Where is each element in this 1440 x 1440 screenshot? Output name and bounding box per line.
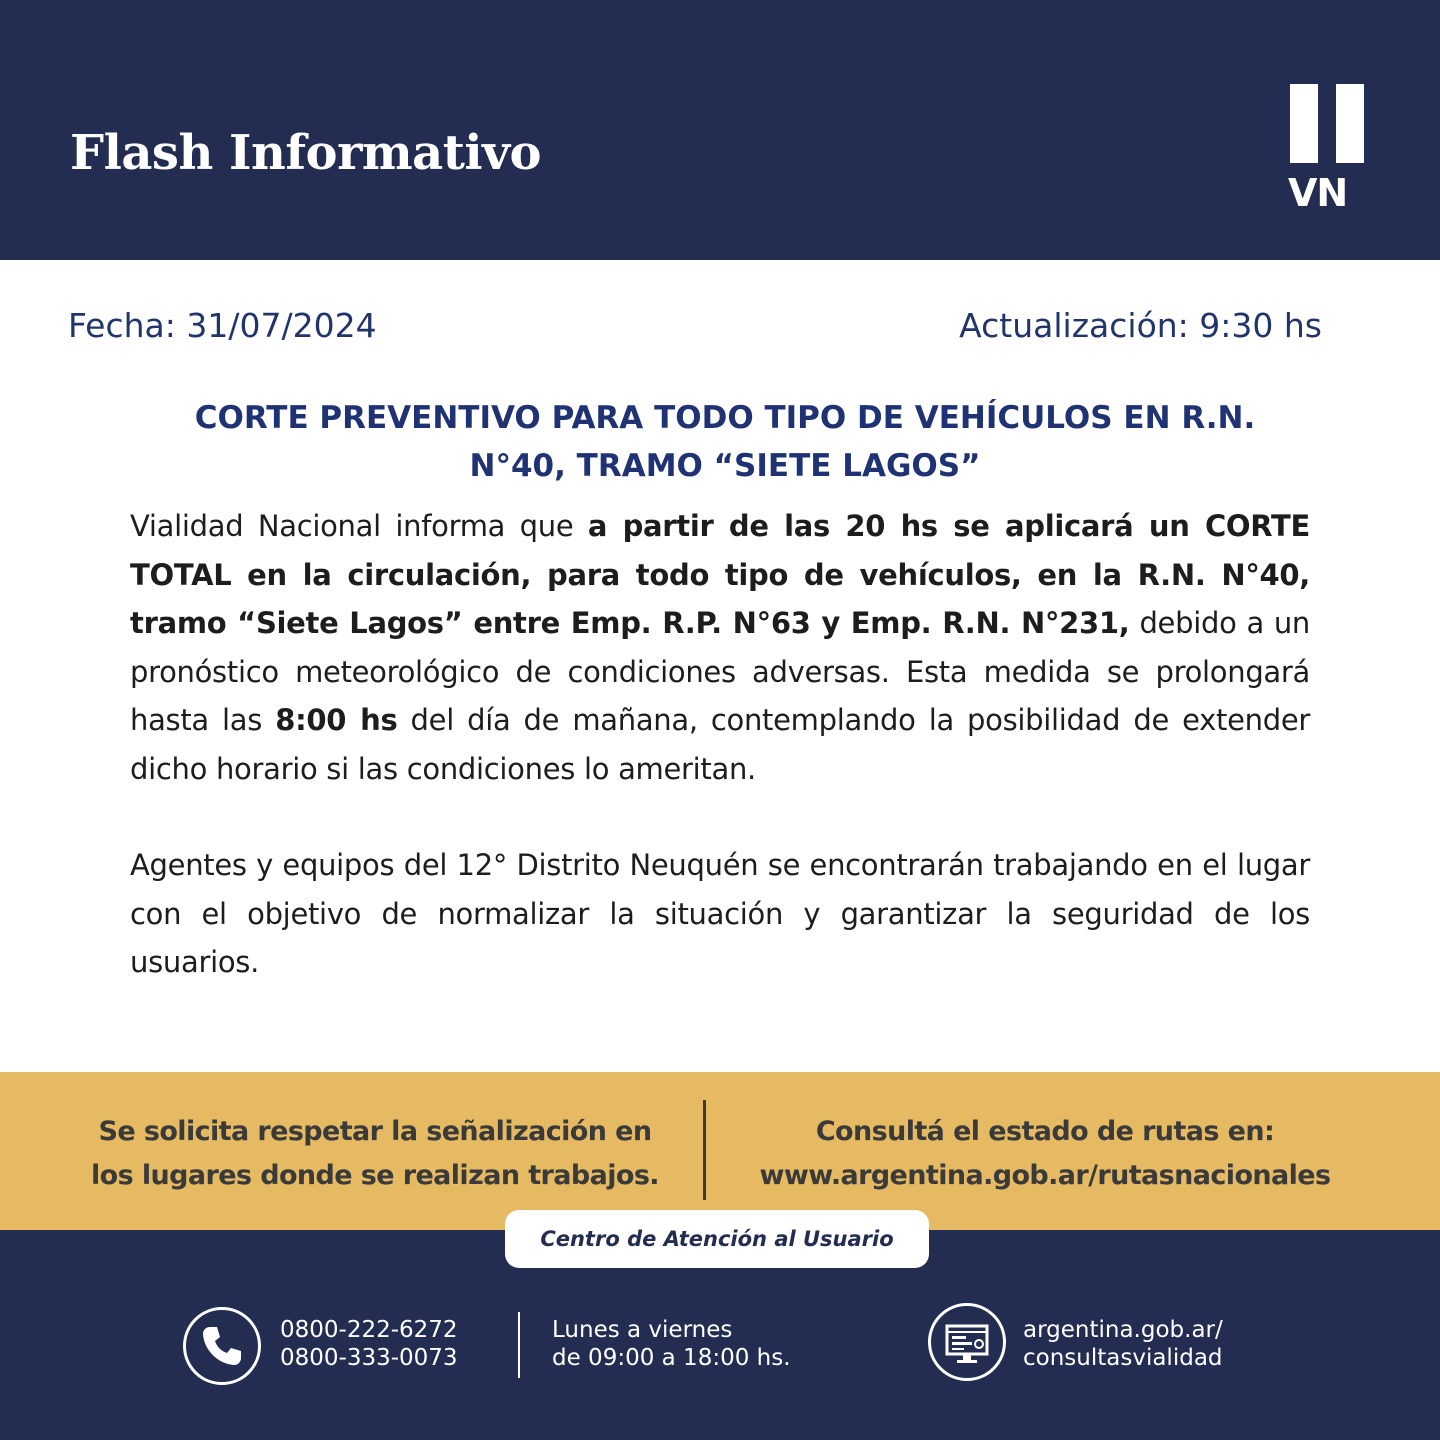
- site-line-2: consultasvialidad: [1023, 1345, 1223, 1371]
- article-body: [130, 502, 1310, 987]
- logo-bar-left: [1290, 84, 1318, 163]
- notice-band: [0, 1072, 1440, 1230]
- customer-service-pill: Centro de Atención al Usuario: [505, 1210, 929, 1268]
- p1-text-e: del día de mañana, contemplando la posibilidad de extender dicho horario si las condiciones lo ameritan.: [130, 703, 1310, 786]
- p1-text-c: debido a un pronóstico meteorológico de condiciones adversas. Esta medida se prolongará hasta las: [130, 606, 1311, 737]
- signage-notice-line-2: los lugares donde se realizan trabajos.: [91, 1160, 659, 1191]
- date-label: Fecha: 31/07/2024: [68, 306, 377, 345]
- headline: [120, 394, 1330, 490]
- routes-notice-line-1: Consultá el estado de rutas en:: [815, 1116, 1275, 1147]
- office-hours-time: de 09:00 a 18:00 hs.: [552, 1345, 791, 1371]
- vialidad-logo: [1288, 84, 1364, 215]
- header-banner: [0, 0, 1440, 260]
- phone-numbers: [280, 1316, 458, 1372]
- p1-bold-d: 8:00 hs: [275, 703, 398, 737]
- routes-notice: [710, 1110, 1380, 1198]
- logo-bar-right: [1336, 84, 1364, 163]
- phone-number-2[interactable]: 0800-333-0073: [280, 1345, 458, 1371]
- page-title: Flash Informativo: [70, 125, 542, 181]
- p1-text-a: Vialidad Nacional informa que: [130, 509, 588, 543]
- signage-notice-line-1: Se solicita respetar la señalización en: [98, 1116, 652, 1147]
- web-icon: [928, 1303, 1006, 1381]
- office-hours: [552, 1316, 791, 1372]
- headline-line-2: N°40, TRAMO “SIETE LAGOS”: [469, 448, 981, 484]
- paragraph-1: [130, 502, 1310, 793]
- consultation-site-link[interactable]: [1023, 1316, 1223, 1372]
- site-line-1: argentina.gob.ar/: [1023, 1317, 1223, 1343]
- paragraph-2: Agentes y equipos del 12° Distrito Neuquén se encontrarán trabajando en el lugar con el objetivo de normalizar la situación y garantizar la seguridad de los usuarios.: [130, 848, 1310, 979]
- signage-notice: [40, 1110, 710, 1198]
- phone-number-1[interactable]: 0800-222-6272: [280, 1317, 458, 1343]
- routes-url-link[interactable]: www.argentina.gob.ar/rutasnacionales: [759, 1160, 1331, 1191]
- logo-text: VN: [1288, 171, 1348, 215]
- band-divider: [703, 1100, 706, 1200]
- p1-bold-b: a partir de las 20 hs se aplicará un CORTE TOTAL en la circulación, para todo tipo de vehículos, en la R.N. N°40, tramo “Siete Lagos” entre Emp. R.P. N°63 y Emp. R.N. N°231,: [130, 509, 1310, 640]
- footer-divider: [518, 1312, 520, 1378]
- update-time-label: Actualización: 9:30 hs: [959, 306, 1322, 345]
- headline-line-1: CORTE PREVENTIVO PARA TODO TIPO DE VEHÍCULOS EN R.N.: [194, 400, 1256, 436]
- office-hours-days: Lunes a viernes: [552, 1317, 733, 1343]
- phone-icon: [183, 1307, 261, 1385]
